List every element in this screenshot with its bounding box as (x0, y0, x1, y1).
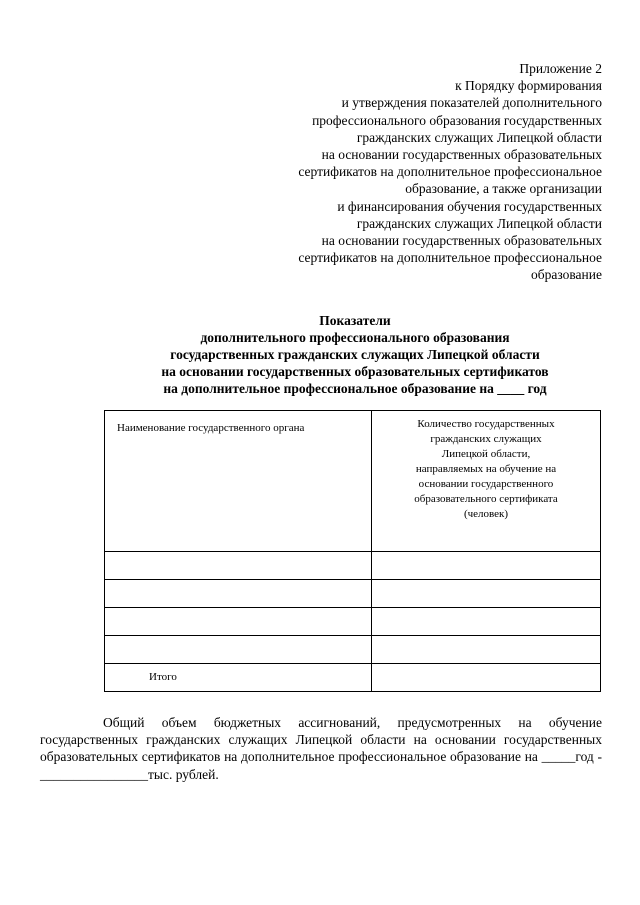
table-row (105, 608, 601, 636)
appendix-line: гражданских служащих Липецкой области (356, 129, 602, 145)
header-line: основании государственного (418, 478, 554, 490)
header-line: Количество государственных (417, 418, 555, 430)
appendix-line: сертификатов на дополнительное профессиональное (298, 164, 602, 180)
table-row (105, 580, 601, 608)
header-line: образовательного сертификата (414, 493, 558, 505)
document-title (100, 312, 610, 397)
agency-cell[interactable] (105, 636, 372, 664)
appendix-line: профессионального образования государственных (312, 112, 602, 128)
count-cell[interactable] (372, 608, 601, 636)
appendix-line: сертификатов на дополнительное профессиональное (298, 250, 602, 266)
appendix-line: и утверждения показателей дополнительного (341, 95, 602, 111)
title-line: Показатели (319, 313, 391, 328)
appendix-header (222, 60, 602, 284)
agency-cell[interactable] (105, 552, 372, 580)
appendix-line: гражданских служащих Липецкой области (356, 215, 602, 231)
agency-cell[interactable] (105, 608, 372, 636)
appendix-line: и финансирования обучения государственных (337, 198, 602, 214)
total-value-cell[interactable] (372, 664, 601, 692)
header-line: (человек) (463, 508, 509, 520)
title-line: на дополнительное профессиональное образование на ____ год (163, 381, 547, 396)
header-line: гражданских служащих (430, 433, 542, 445)
header-line: Липецкой области, (441, 448, 531, 460)
count-cell[interactable] (372, 636, 601, 664)
header-employee-count (372, 411, 601, 552)
header-agency-name: Наименование государственного органа (105, 411, 372, 552)
appendix-line: образование, а также организации (405, 181, 602, 197)
agency-cell[interactable] (105, 580, 372, 608)
total-label: Итого (105, 664, 372, 692)
header-line: направляемых на обучение на (415, 463, 557, 475)
appendix-line: Приложение 2 (519, 61, 602, 76)
budget-note: Общий объем бюджетных ассигнований, предусмотренных на обучение государственных гражданских служащих Липецкой области на основании государственных образовательных сертификатов на дополнительное профессиональное образование на _____год - ________________тыс. рублей. (40, 715, 602, 782)
title-line: государственных гражданских служащих Липецкой области (170, 347, 540, 362)
appendix-line: к Порядку формирования (455, 78, 602, 94)
appendix-line: образование (531, 267, 602, 283)
title-line: дополнительного профессионального образования (200, 330, 510, 345)
appendix-line: на основании государственных образовательных (321, 147, 602, 163)
table-header-row (105, 411, 601, 552)
count-cell[interactable] (372, 580, 601, 608)
indicators-table (104, 410, 601, 692)
appendix-line: на основании государственных образовательных (321, 233, 602, 249)
total-row (105, 664, 601, 692)
table-row (105, 636, 601, 664)
title-line: на основании государственных образовательных сертификатов (161, 364, 549, 379)
count-cell[interactable] (372, 552, 601, 580)
table-row (105, 552, 601, 580)
